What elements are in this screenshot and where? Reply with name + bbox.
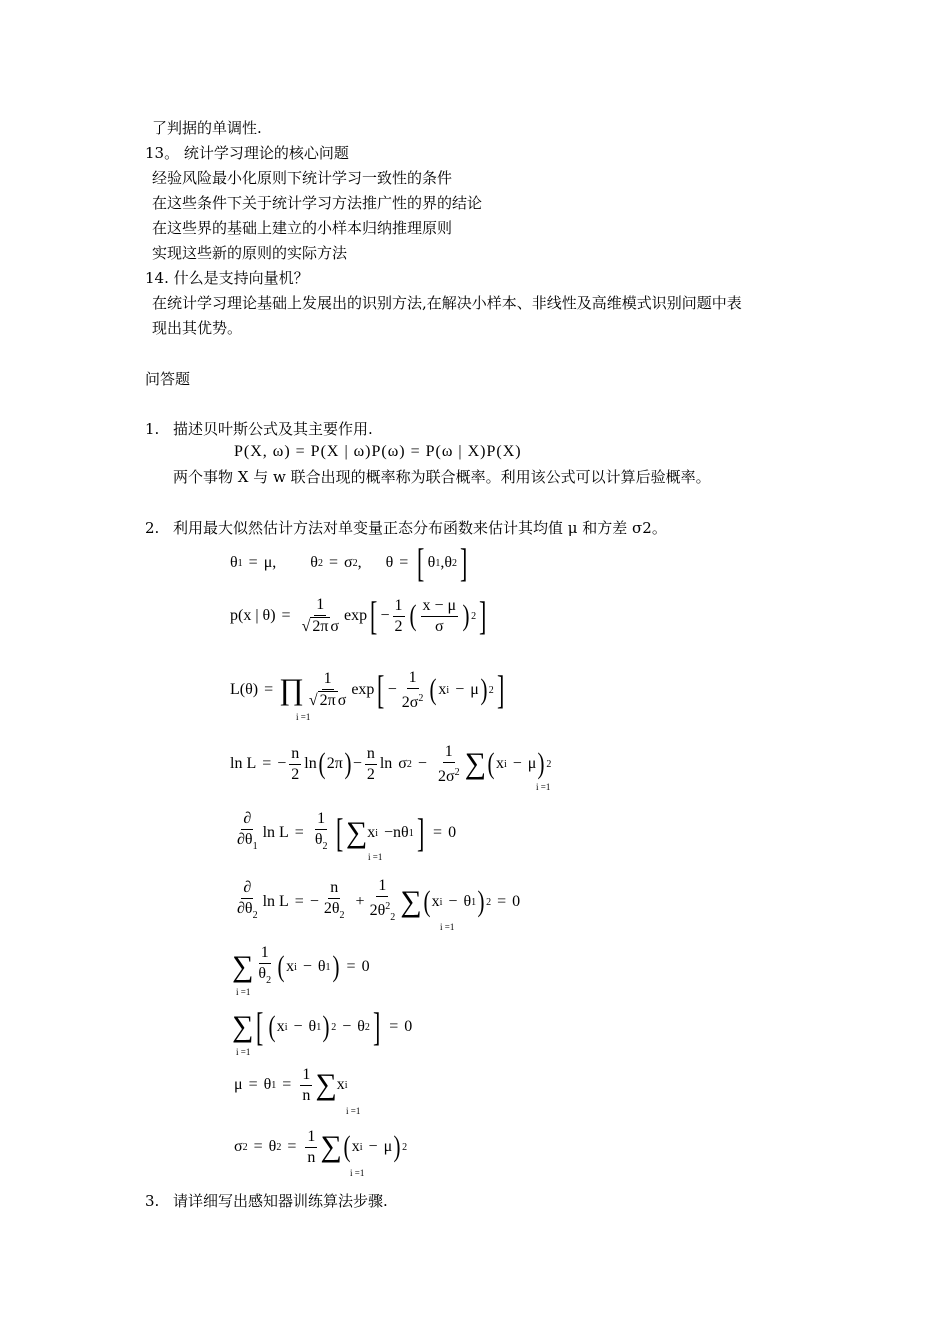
section-title: 问答题 [145, 370, 191, 388]
sum-limit: i =1 [236, 987, 251, 997]
bayes-formula: P(X, ω) = P(X | ω)P(ω) = P(ω | X)P(X) [234, 443, 522, 460]
question-number: 2. [145, 519, 160, 537]
sum-limit: i =1 [346, 1106, 361, 1116]
question-14: 14. 什么是支持向量机？ [145, 269, 309, 287]
text-line: 在这些界的基础上建立的小样本归纳推理原则 [152, 219, 453, 237]
equation-derivative-sigma: $\frac{\partial}{\partial\theta_2}$ ln L = − $\frac{n}{2\theta_2}$ + $\frac{1}{2\theta^2_2}$ ∑ ( x i − θ 1 ) 2 = 0 [237, 877, 521, 923]
text-line: 实现这些新的原则的实际方法 [152, 244, 348, 262]
sum-limit: i =1 [236, 1047, 251, 1057]
question-1: 描述贝叶斯公式及其主要作用. [173, 420, 373, 438]
equation-likelihood: L(θ) = ∏ 1 √ 2π σ exp [ − $\frac{1}{2\sigma^2}$ ( x i − μ ) 2 ] [230, 667, 505, 712]
sum-limit: i =1 [350, 1168, 365, 1178]
question-13: 13。 统计学习理论的核心问题 [145, 144, 349, 162]
question-number: 1. [145, 420, 160, 438]
equation-pdf: p(x | θ) = 1 √ 2π σ exp [ − $\frac{1}{2}$ ( $\frac{x - \mu}{\sigma}$ ) 2 ] [230, 593, 487, 638]
question-number: 3. [145, 1192, 160, 1210]
text-line: 在统计学习理论基础上发展出的识别方法,在解决小样本、非线性及高维模式识别问题中表 [152, 294, 742, 312]
product-limit: i =1 [296, 712, 311, 722]
text-line: 了判据的单调性. [152, 119, 262, 137]
question-2: 利用最大似然估计方法对单变量正态分布函数来估计其均值 μ 和方差 σ2。 [173, 519, 667, 537]
text-line: 现出其优势。 [152, 319, 243, 337]
answer-text: 两个事物 X 与 w 联合出现的概率称为联合概率。利用该公式可以计算后验概率。 [173, 468, 711, 486]
equation-solve-mu: ∑ $\frac{1}{\theta_2}$ ( x i − θ 1 ) = 0 [232, 944, 370, 986]
equation-sigma-estimate: σ 2 = θ 2 = $\frac{1}{n}$ ∑ ( x i − μ ) 2 [234, 1127, 408, 1166]
equation-solve-sigma: ∑ [ ( x i − θ 1 ) 2 − θ 2 ] = 0 [232, 1004, 413, 1049]
equation-mu-estimate: μ = θ 1 = $\frac{1}{n}$ ∑ x i [234, 1065, 348, 1104]
sum-limit: i =1 [440, 922, 455, 932]
text-line: 在这些条件下关于统计学习方法推广性的界的结论 [152, 194, 483, 212]
equation-log-likelihood: ln L = − $\frac{n}{2}$ ln ( 2π ) − $\frac{n}{2}$ ln σ 2 − $\frac{1}{2\sigma^2}$ ∑ ( x i − μ ) 2 [230, 742, 552, 785]
sum-limit: i =1 [368, 852, 383, 862]
equation-derivative-mu: $\frac{\partial}{\partial\theta_1}$ ln L = $\frac{1}{\theta_2}$ [ ∑ x i − n θ 1 ] = 0 [237, 810, 457, 855]
equation-params: θ 1 = μ , θ 2 = σ 2 , θ = [ θ 1 , θ 2 ] [230, 540, 468, 585]
question-3: 请详细写出感知器训练算法步骤. [173, 1192, 388, 1210]
text-line: 经验风险最小化原则下统计学习一致性的条件 [152, 169, 453, 187]
sum-limit: i =1 [536, 782, 551, 792]
